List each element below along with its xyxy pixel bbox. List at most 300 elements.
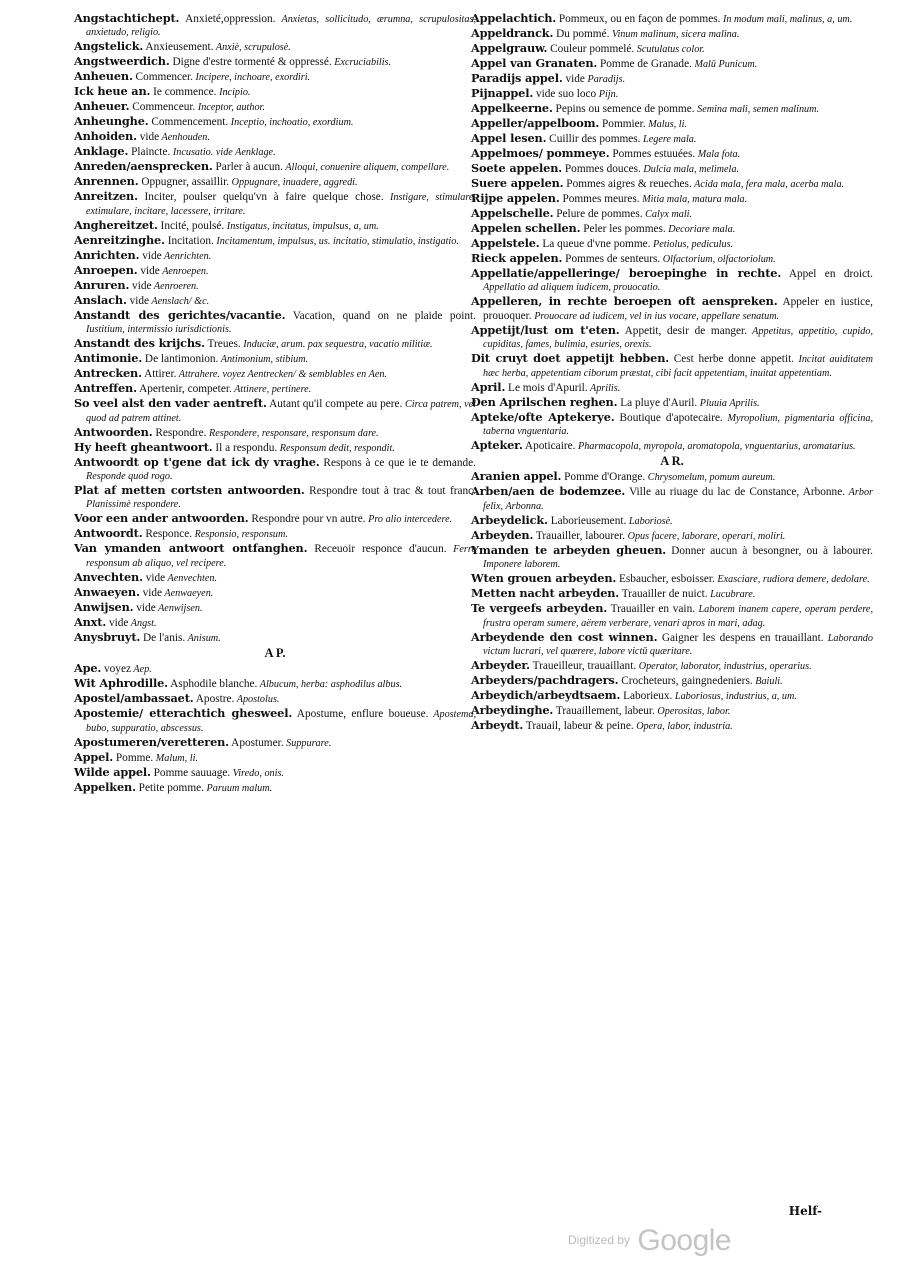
latin-gloss: Opera, labor, industria. <box>633 721 733 733</box>
headword: Antreffen. <box>74 381 137 396</box>
latin-gloss: Opus facere, laborare, operari, moliri. <box>625 530 786 542</box>
headword: Apteker. <box>471 438 523 453</box>
dictionary-entry <box>74 309 476 337</box>
french-gloss: Commencement. <box>148 116 229 129</box>
headword: Appelachtich. <box>471 11 557 25</box>
dictionary-entry <box>74 100 476 114</box>
dictionary-entry <box>471 631 873 659</box>
latin-gloss: Incipio. <box>216 87 251 99</box>
french-gloss: Pelure de pommes. <box>553 208 643 220</box>
latin-gloss: Petiolus, pediculus. <box>650 239 734 250</box>
french-gloss: De l'anis. <box>140 631 186 644</box>
headword: Rijpe appelen. <box>471 191 560 205</box>
dictionary-entry <box>471 439 873 453</box>
french-gloss: Apostre. <box>193 693 235 706</box>
dictionary-entry <box>471 352 873 380</box>
headword: Antwoordt op t'gene dat ick dy vraghe. <box>74 454 320 469</box>
dictionary-entry <box>74 190 476 218</box>
latin-gloss: Mitia mala, matura mala. <box>639 194 748 205</box>
headword: Paradijs appel. <box>471 71 563 85</box>
dictionary-entry <box>74 426 476 440</box>
french-gloss: vide <box>126 294 150 307</box>
headword: Antwoordt. <box>74 526 143 541</box>
french-gloss: vide <box>137 264 160 277</box>
french-gloss: Du pommé. <box>553 28 610 40</box>
latin-gloss: Decoriare mala. <box>665 224 736 235</box>
french-gloss: Pommes douces. <box>562 163 641 175</box>
latin-gloss: Respondere, responsare, responsum dare. <box>206 427 379 439</box>
dictionary-entry <box>471 72 873 86</box>
headword: Antrecken. <box>74 366 142 381</box>
french-gloss: Cuillir des pommes. <box>546 133 641 145</box>
french-gloss: vide <box>129 279 152 292</box>
latin-gloss: Semina mali, semen malinum. <box>694 104 820 115</box>
french-gloss: Asphodile blanche. <box>167 678 258 691</box>
french-gloss: vide <box>139 586 163 599</box>
french-gloss: Boutique d'apotecaire. <box>614 411 723 424</box>
dictionary-entry <box>74 662 476 676</box>
latin-gloss: Antimonium, stibium. <box>218 354 309 366</box>
dictionary-entry <box>471 295 873 323</box>
headword: Dit cruyt doet appetijt hebben. <box>471 351 670 366</box>
latin-gloss: Aenhouden. <box>159 132 210 144</box>
headword: Appeldranck. <box>471 26 554 40</box>
latin-gloss: Pro alio intercedere. <box>365 514 453 526</box>
headword: Antimonie. <box>74 351 143 366</box>
dictionary-entry <box>74 631 476 645</box>
dictionary-entry <box>74 219 476 233</box>
headword: Anroepen. <box>74 262 138 277</box>
headword: Anhoiden. <box>74 129 137 144</box>
dictionary-entry <box>74 677 476 691</box>
dictionary-entry <box>74 264 476 278</box>
latin-gloss: Baiuli. <box>752 676 783 688</box>
headword: Anslach. <box>74 292 127 307</box>
headword: Anxt. <box>74 614 107 629</box>
french-gloss: Appeler en iustice, prouoquer. <box>483 296 873 322</box>
french-gloss: Respons à ce que ie te demande. <box>319 456 476 469</box>
headword: Anrichten. <box>74 247 140 262</box>
french-gloss: De lantimonion. <box>142 353 219 366</box>
dictionary-entry <box>74 751 476 765</box>
headword: Apteke/ofte Aptekerye. <box>471 409 615 424</box>
headword: Te vergeefs arbeyden. <box>471 601 608 616</box>
french-gloss: vide <box>562 73 585 85</box>
latin-gloss: Induciæ, arum. pax sequestra, vacatio militiæ. <box>240 339 433 351</box>
dictionary-entry <box>471 222 873 236</box>
dictionary-entry <box>471 602 873 630</box>
dictionary-entry <box>74 234 476 248</box>
headword: Apostemie/ etterachtich ghesweel. <box>74 706 293 721</box>
dictionary-entry <box>74 707 476 735</box>
french-gloss: Traueilleur, trauaillant. <box>529 660 637 673</box>
dictionary-entry <box>74 512 476 526</box>
catchword: Helf- <box>788 1204 822 1218</box>
french-gloss: Anxieté,oppression. <box>179 13 276 25</box>
latin-gloss: Mala fota. <box>695 149 741 160</box>
headword: Arbeydende den cost winnen. <box>471 629 658 644</box>
headword: Arbeyder. <box>471 658 530 673</box>
latin-gloss: Apostolus. <box>234 694 280 706</box>
latin-gloss: Excruciabilis. <box>331 57 392 69</box>
dictionary-entry <box>471 544 873 572</box>
french-gloss: Parler à aucun. <box>212 161 283 174</box>
headword: Appel lesen. <box>471 131 547 145</box>
headword: Plat af metten cortsten antwoorden. <box>74 483 305 498</box>
latin-gloss: Angst. <box>128 617 157 629</box>
french-gloss: Cest herbe donne appetit. <box>669 353 795 366</box>
latin-gloss: Incitamentum, impulsus, us. incitatio, stimulatio, instigatio. <box>213 235 459 247</box>
dictionary-entry <box>471 659 873 673</box>
headword: Antwoorden. <box>74 424 153 439</box>
headword: Voor een ander antwoorden. <box>74 511 249 526</box>
headword: Metten nacht arbeyden. <box>471 586 620 601</box>
dictionary-entry <box>74 55 476 69</box>
latin-gloss: Attrahere. voyez Aentrecken/ & semblables en Aen. <box>176 369 387 381</box>
latin-gloss: Planissimè respondere. <box>86 499 181 511</box>
dictionary-entry <box>74 279 476 293</box>
french-gloss: Trauailler de nuict. <box>619 588 708 601</box>
latin-gloss: Instigatus, incitatus, impulsus, a, um. <box>224 220 379 232</box>
dictionary-entry <box>74 571 476 585</box>
french-gloss: Trauail, labeur & peine. <box>523 720 634 733</box>
latin-gloss: Instigare, stimulare, extimulare, incitare, lacessere, irritare. <box>86 192 476 217</box>
latin-gloss: Appetitus, appetitio, cupido, cupiditas, fames, bulimia, esuries, orexis. <box>483 325 873 351</box>
french-gloss: La queue d'vne pomme. <box>539 238 651 250</box>
headword: Angstelick. <box>74 39 144 54</box>
latin-gloss: Myropolium, pigmentaria officina, taberna vnguentaria. <box>483 412 873 438</box>
french-gloss: La pluye d'Auril. <box>617 396 698 409</box>
dictionary-entry <box>471 587 873 601</box>
latin-gloss: Arbor felix, Arbonna. <box>483 487 874 512</box>
latin-gloss: Appellatio ad aliquem iudicem, prouocatio. <box>483 282 661 294</box>
headword: Van ymanden antwoort ontfanghen. <box>74 541 308 556</box>
french-gloss: Incitation. <box>164 234 214 247</box>
dictionary-entry <box>471 147 873 161</box>
headword: Anheuen. <box>74 69 133 84</box>
headword: Den Aprilschen reghen. <box>471 394 618 409</box>
latin-gloss: Laborem inanem capere, operam perdere, frustra operam sumere, aërem verberare, venari apros in mari, adag. <box>483 604 873 629</box>
dictionary-entry <box>471 572 873 586</box>
french-gloss: Apoticaire. <box>522 440 576 453</box>
french-gloss: Donner aucun à besongner, ou à labourer. <box>666 544 873 557</box>
dictionary-entry <box>74 484 476 512</box>
french-gloss: voyez <box>101 663 131 676</box>
dictionary-entry <box>74 382 476 396</box>
french-gloss: Le mois d'Apuril. <box>505 381 588 394</box>
headword: Anysbruyt. <box>74 629 141 644</box>
headword: Anwijsen. <box>74 599 134 614</box>
latin-gloss: Aenslach/ &c. <box>149 295 210 307</box>
french-gloss: Inciter, poulser quelqu'vn à faire quelque chose. <box>137 191 384 204</box>
dictionary-entry <box>471 132 873 146</box>
latin-gloss: Pijn. <box>596 89 619 100</box>
latin-gloss: Anxietas, sollicitudo, ærumna, scrupulositas, anxietudo, religio. <box>86 14 476 39</box>
google-logo: Google <box>637 1224 732 1257</box>
latin-gloss: Responsum dedit, respondit. <box>277 442 395 454</box>
headword: So veel alst den vader aentreft. <box>74 396 267 411</box>
french-gloss: Peler les pommes. <box>580 223 666 235</box>
headword: Arbeydt. <box>471 718 524 733</box>
latin-gloss: Albucum, herba: asphodilus albus. <box>257 679 403 691</box>
dictionary-entry <box>471 674 873 688</box>
headword: Pijnappel. <box>471 86 534 100</box>
french-gloss: Pomme sauuage. <box>150 766 231 779</box>
french-gloss: Commenceur. <box>129 101 196 114</box>
dictionary-entry <box>74 70 476 84</box>
dictionary-entry <box>471 102 873 116</box>
french-gloss: vide <box>142 571 166 584</box>
latin-gloss: Imponere laborem. <box>483 559 561 571</box>
latin-gloss: Circa patrem, vel quod ad patrem attinet. <box>86 399 477 424</box>
french-gloss: Respondre. <box>152 426 207 439</box>
french-gloss: Responce. <box>142 528 193 541</box>
latin-gloss: Aenroepen. <box>159 265 209 277</box>
french-gloss: Apostumer. <box>228 736 284 749</box>
dictionary-entry <box>74 542 476 570</box>
headword: Appelstele. <box>471 236 540 250</box>
headword: Appelleren, in rechte beroepen oft aenspreken. <box>471 294 778 309</box>
section-heading: A R. <box>660 454 684 469</box>
headword: Arbeyders/pachdragers. <box>471 673 619 688</box>
left-column <box>74 12 476 796</box>
headword: Apostumeren/veretteren. <box>74 734 229 749</box>
latin-gloss: Aprilis. <box>587 382 621 394</box>
headword: Appelmoes/ pommeye. <box>471 146 610 160</box>
french-gloss: Ville au riuage du lac de Constance, Arbonne. <box>625 486 846 499</box>
dictionary-entry <box>74 781 476 795</box>
french-gloss: Pomme de Granade. <box>597 58 692 70</box>
headword: Wit Aphrodille. <box>74 676 168 691</box>
dictionary-entry <box>74 456 476 484</box>
french-gloss: Esbaucher, esboisser. <box>616 573 715 586</box>
dictionary-entry <box>74 527 476 541</box>
headword: Arben/aen de bodemzee. <box>471 484 626 499</box>
dictionary-entry <box>471 252 873 266</box>
latin-gloss: Apostema, bubo, suppuratio, abscessus. <box>86 709 476 734</box>
dictionary-entry <box>471 485 873 513</box>
headword: Anheuer. <box>74 99 130 114</box>
latin-gloss: Anisum. <box>185 632 221 644</box>
french-gloss: Trauailler en vain. <box>607 603 696 616</box>
latin-gloss: Suppurare. <box>283 737 332 749</box>
dictionary-entry <box>74 130 476 144</box>
dictionary-entry <box>74 160 476 174</box>
french-gloss: Oppugner, assaillir. <box>138 176 230 189</box>
headword: Anghereitzet. <box>74 217 158 232</box>
latin-gloss: Operositas, labor. <box>654 706 731 718</box>
dictionary-entry <box>471 514 873 528</box>
french-gloss: Vacation, quand on ne plaide point. <box>285 309 476 322</box>
french-gloss: Digne d'estre tormenté & oppressé. <box>169 56 332 69</box>
french-gloss: Pommes meures. <box>559 193 640 205</box>
headword: Aenreitzinghe. <box>74 232 165 247</box>
latin-gloss: Paruum malum. <box>203 782 273 794</box>
headword: Angstachtichept. <box>74 11 180 25</box>
dictionary-entry <box>74 616 476 630</box>
headword: Anreden/aensprecken. <box>74 159 213 174</box>
dictionary-entry <box>74 601 476 615</box>
french-gloss: Anxieusement. <box>143 41 214 54</box>
latin-gloss: Incitat auiditatem hæc herba, appetentiam ciborum præstat, cibi facit appetentiam, inuitat appetentiam. <box>483 354 873 379</box>
dictionary-entry <box>74 249 476 263</box>
dictionary-entry <box>74 145 476 159</box>
section-heading: A P. <box>264 646 286 661</box>
dictionary-entry <box>471 237 873 251</box>
headword: Aranien appel. <box>471 469 562 484</box>
french-gloss: Crocheteurs, gaingnedeniers. <box>618 675 753 688</box>
french-gloss: vide <box>133 601 156 614</box>
dictionary-entry <box>471 267 873 295</box>
headword: Anstandt des krijchs. <box>74 336 205 351</box>
latin-gloss: Aenvechten. <box>165 572 218 584</box>
dictionary-entry <box>471 529 873 543</box>
french-gloss: Pommeux, ou en façon de pommes. <box>556 13 721 25</box>
headword: Anwaeyen. <box>74 584 140 599</box>
french-gloss: Couleur pommelé. <box>547 43 635 55</box>
headword: Apostel/ambassaet. <box>74 691 194 706</box>
dictionary-entry <box>471 117 873 131</box>
headword: Hy heeft gheantwoort. <box>74 439 213 454</box>
latin-gloss: Pluuia Aprilis. <box>697 397 760 409</box>
french-gloss: Appetit, desir de manger. <box>619 324 747 337</box>
latin-gloss: Incipere, inchoare, exordiri. <box>192 72 311 84</box>
french-gloss: Treues. <box>204 338 241 351</box>
dictionary-entry <box>471 689 873 703</box>
dictionary-entry <box>471 396 873 410</box>
latin-gloss: Malū Punicum. <box>691 59 758 70</box>
headword: Appelkeerne. <box>471 101 553 115</box>
dictionary-entry <box>74 294 476 308</box>
french-gloss: Plaincte. <box>128 146 171 159</box>
headword: Anreitzen. <box>74 189 138 204</box>
headword: Anklage. <box>74 144 129 159</box>
digitized-watermark <box>568 1224 731 1258</box>
dictionary-entry <box>74 766 476 780</box>
latin-gloss: Laboriosè. <box>626 515 673 527</box>
latin-gloss: Lucubrare. <box>707 589 756 601</box>
latin-gloss: Dulcia mala, melimela. <box>640 164 740 175</box>
dictionary-entry <box>471 87 873 101</box>
headword: Appeller/appelboom. <box>471 116 600 130</box>
headword: Appel van Granaten. <box>471 56 598 70</box>
headword: Ymanden te arbeyden gheuen. <box>471 542 667 557</box>
latin-gloss: Vinum malinum, sicera malina. <box>609 29 740 40</box>
headword: Arbeydich/arbeydtsaem. <box>471 688 621 703</box>
latin-gloss: Laborando victum lucrari, vel quærere, labore victū quæritare. <box>483 632 873 658</box>
dictionary-entry <box>471 381 873 395</box>
headword: Anrennen. <box>74 174 139 189</box>
latin-gloss: Alloqui, conuenire aliquem, compellare. <box>282 162 450 174</box>
dictionary-entry <box>74 352 476 366</box>
dictionary-entry <box>74 12 476 40</box>
headword: Anheunghe. <box>74 114 149 129</box>
dictionary-entry <box>74 736 476 750</box>
french-gloss: Pepins ou semence de pomme. <box>552 103 695 115</box>
latin-gloss: Ferre responsum ab aliquo, vel recipere. <box>86 544 476 569</box>
french-gloss: vide suo loco <box>533 88 597 100</box>
french-gloss: Receuoir responce d'aucun. <box>307 543 447 556</box>
french-gloss: vide <box>139 249 162 262</box>
latin-gloss: Aenwijsen. <box>155 602 203 614</box>
french-gloss: Ie commence. <box>150 86 217 99</box>
french-gloss: Attirer. <box>141 368 177 381</box>
dictionary-entry <box>471 12 873 26</box>
headword: Arbeydelick. <box>471 512 548 527</box>
latin-gloss: Pharmacopola, myropola, aromatopola, vnguentarius, aromatarius. <box>575 441 856 453</box>
french-gloss: Incité, poulsé. <box>157 219 225 232</box>
dictionary-entry <box>471 57 873 71</box>
latin-gloss: Responsio, responsum. <box>192 529 288 541</box>
headword: Suere appelen. <box>471 176 564 190</box>
dictionary-entry <box>471 162 873 176</box>
headword: Soete appelen. <box>471 161 563 175</box>
dictionary-entry <box>471 719 873 733</box>
latin-gloss: Legere mala. <box>640 134 697 145</box>
dictionary-entry <box>471 207 873 221</box>
dictionary-entry <box>74 115 476 129</box>
headword: Anstandt des gerichtes/vacantie. <box>74 307 286 322</box>
french-gloss: Gaigner les despens en trauaillant. <box>657 631 824 644</box>
headword: Wten grouen arbeyden. <box>471 571 617 586</box>
french-gloss: Pommes estuuées. <box>609 148 696 160</box>
french-gloss: vide <box>106 616 129 629</box>
headword: Appellatie/appelleringe/ beroepinghe in rechte. <box>471 266 782 280</box>
french-gloss: Laborieusement. <box>547 514 627 527</box>
latin-gloss: Prouocare ad iudicem, vel in ius vocare, appellare senatum. <box>531 310 780 322</box>
latin-gloss: Aenrichten. <box>161 250 212 262</box>
dictionary-entry <box>471 704 873 718</box>
dictionary-entry <box>471 411 873 439</box>
headword: Rieck appelen. <box>471 251 563 265</box>
dictionary-entry <box>74 692 476 706</box>
latin-gloss: Oppugnare, inuadere, aggredi. <box>229 177 358 189</box>
headword: Anvechten. <box>74 569 143 584</box>
headword: Appel. <box>74 749 114 764</box>
headword: Appelken. <box>74 779 136 794</box>
dictionary-entry <box>471 192 873 206</box>
latin-gloss: Anxiè, scrupulosè. <box>213 42 291 54</box>
french-gloss: Il a respondu. <box>212 441 278 454</box>
latin-gloss: Inceptor, author. <box>195 102 265 114</box>
latin-gloss: Paradijs. <box>584 74 626 85</box>
french-gloss: Respondre pour vn autre. <box>248 513 366 526</box>
headword: Anruren. <box>74 277 130 292</box>
french-gloss: Appel en droict. <box>781 268 873 280</box>
french-gloss: Pommes aigres & reueches. <box>563 178 692 190</box>
latin-gloss: Laboriosus, industrius, a, um. <box>672 691 797 703</box>
latin-gloss: Calyx mali. <box>642 209 693 220</box>
latin-gloss: Malus, li. <box>645 119 687 130</box>
latin-gloss: Exasciare, rudiora demere, dedolare. <box>714 574 870 586</box>
headword: April. <box>471 379 506 394</box>
headword: Angstweerdich. <box>74 54 170 69</box>
latin-gloss: Aenwaeyen. <box>162 587 214 599</box>
latin-gloss: Operator, laborator, industrius, operarius. <box>636 661 812 673</box>
headword: Arbeydinghe. <box>471 703 554 718</box>
latin-gloss: Chrysomelum, pomum aureum. <box>645 472 776 484</box>
dictionary-entry <box>471 42 873 56</box>
headword: Appetijt/lust om t'eten. <box>471 322 620 337</box>
latin-gloss: Attinere, pertinere. <box>231 384 312 396</box>
french-gloss: Petite pomme. <box>135 781 204 794</box>
dictionary-entry <box>471 177 873 191</box>
headword: Appelen schellen. <box>471 221 581 235</box>
french-gloss: Commencer. <box>132 71 193 84</box>
headword: Appelschelle. <box>471 206 554 220</box>
french-gloss: Trauailler, labourer. <box>533 529 626 542</box>
french-gloss: Autant qu'il compete au pere. <box>266 398 403 411</box>
